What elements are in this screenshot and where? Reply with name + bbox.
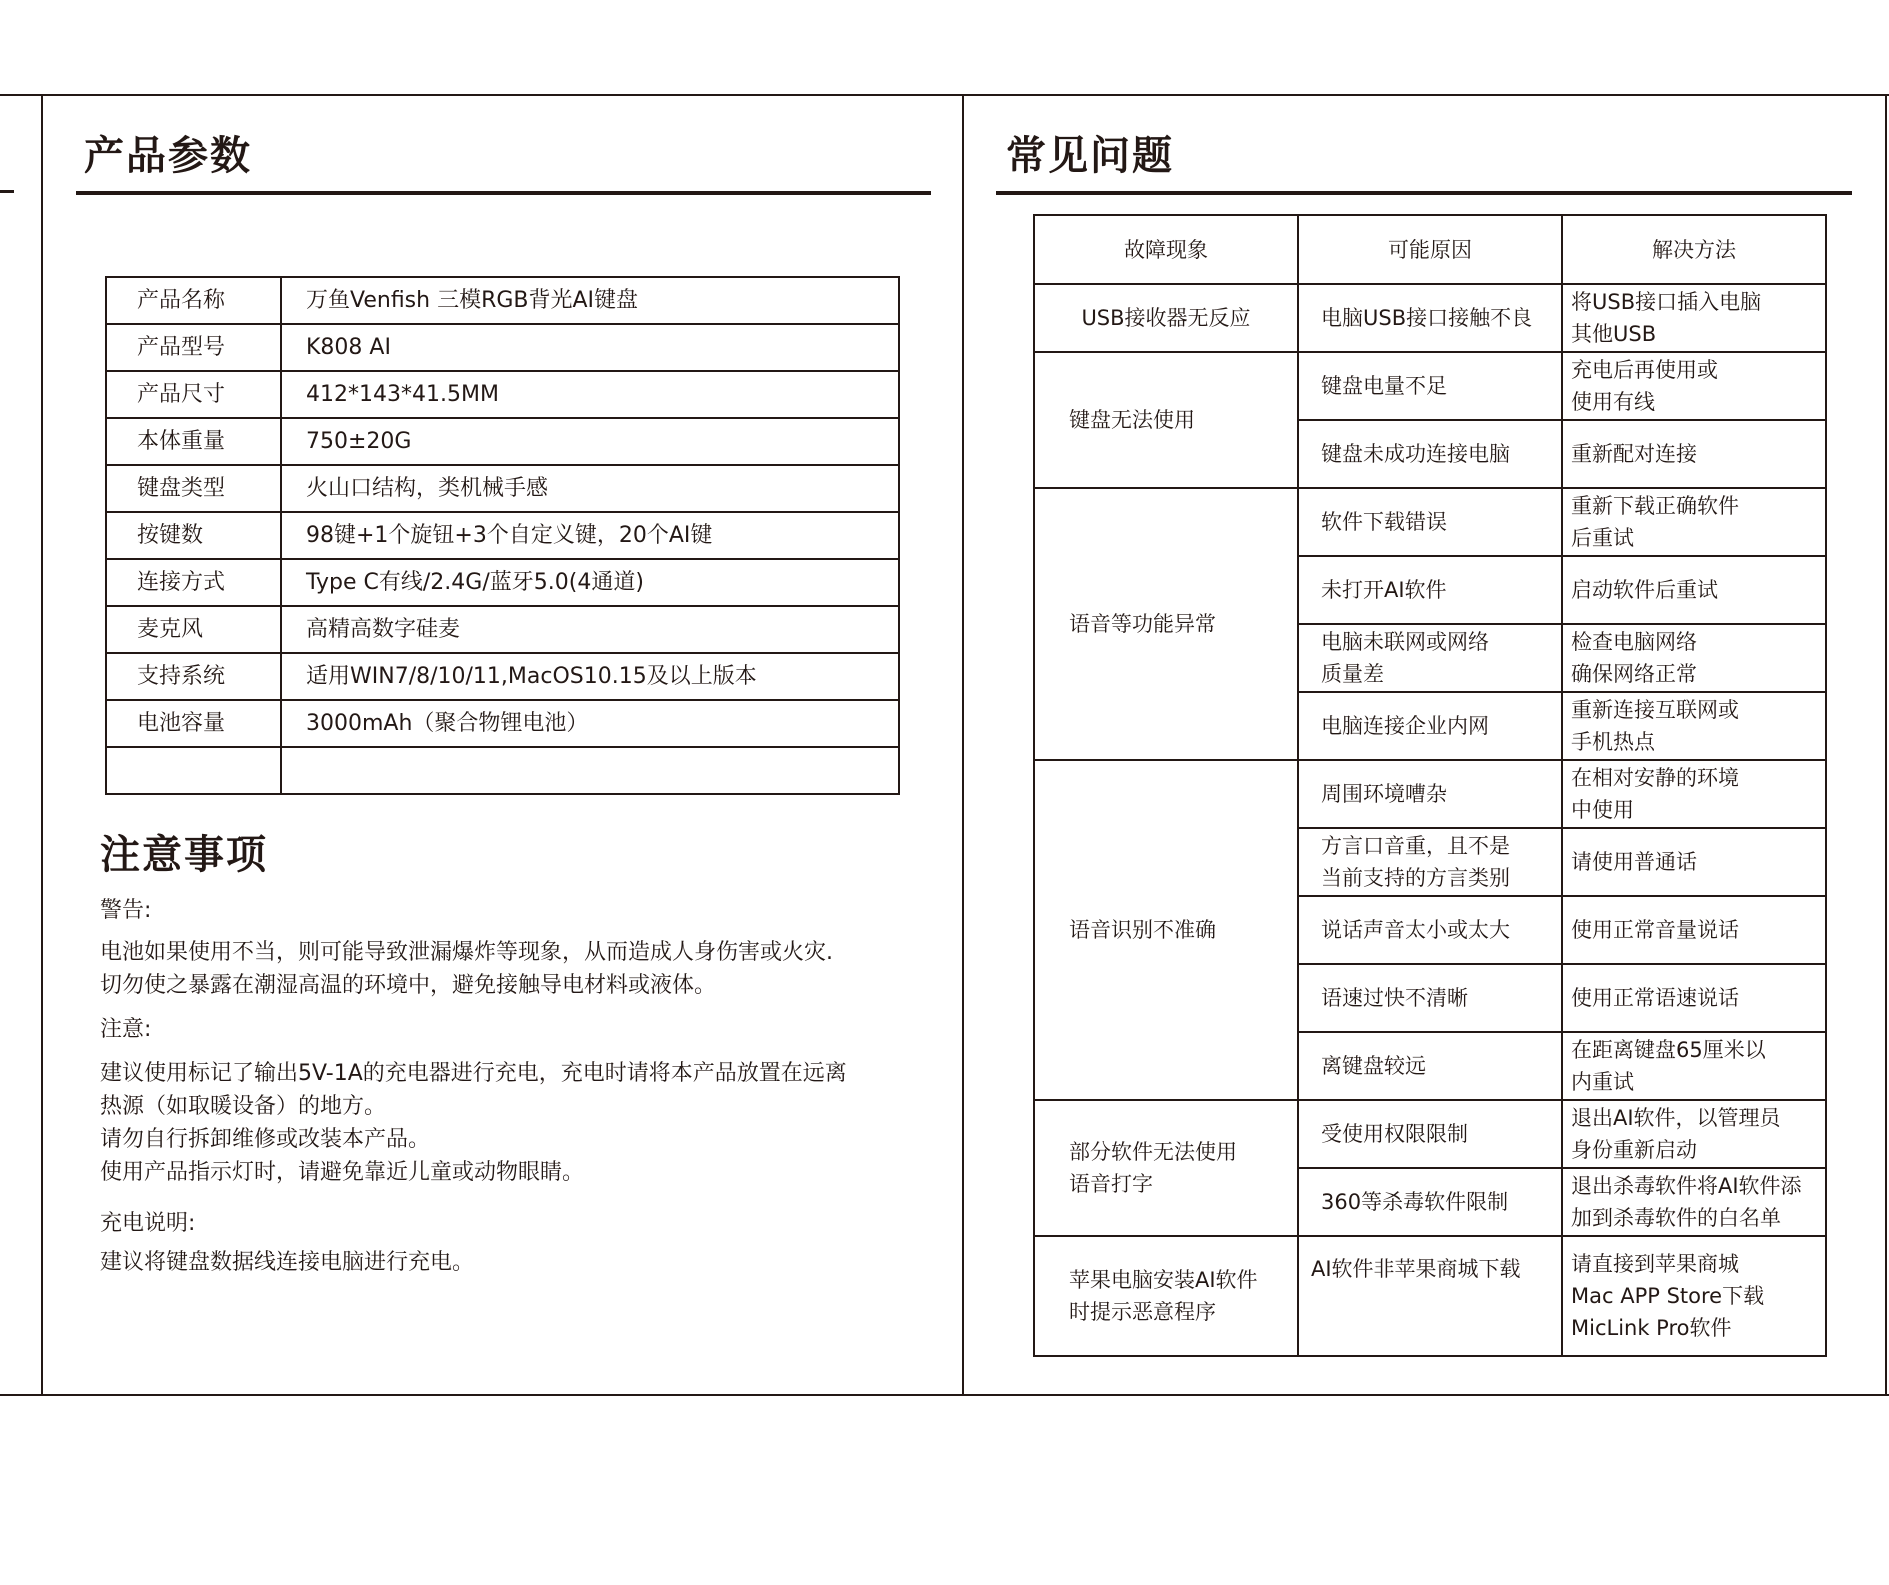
spec-row <box>106 606 899 653</box>
faq-cause: 键盘未成功连接电脑 <box>1298 420 1562 488</box>
spec-row <box>106 559 899 606</box>
warning-text: 电池如果使用不当，则可能导致泄漏爆炸等现象，从而造成人身伤害或火灾. 切勿使之暴露在潮湿高温的环境中，避免接触导电材料或液体。 <box>100 940 833 998</box>
spec-row <box>106 371 899 418</box>
faq-row <box>1034 352 1826 420</box>
faq-solution: 使用正常语速说话 <box>1562 964 1826 1032</box>
faq-header-row <box>1034 215 1826 284</box>
faq-cause: AI软件非苹果商城下载 <box>1298 1236 1562 1356</box>
warning-label: 警告: <box>100 898 152 923</box>
faq-solution: 检查电脑网络 确保网络正常 <box>1562 624 1826 692</box>
spec-value: 412*143*41.5MM <box>281 371 899 418</box>
faq-cause: 周围环境嘈杂 <box>1298 760 1562 828</box>
faq-cause: 离键盘较远 <box>1298 1032 1562 1100</box>
faq-cause: 方言口音重，且不是 当前支持的方言类别 <box>1298 828 1562 896</box>
spec-key <box>106 747 281 794</box>
spec-key: 麦克风 <box>106 606 281 653</box>
faq-row <box>1034 488 1826 556</box>
page-divider-center <box>962 94 964 1396</box>
frame-top-line <box>0 94 1889 96</box>
spec-value <box>281 747 899 794</box>
faq-symptom: 部分软件无法使用 语音打字 <box>1034 1100 1298 1236</box>
faq-solution: 退出杀毒软件将AI软件添 加到杀毒软件的白名单 <box>1562 1168 1826 1236</box>
faq-cause: 电脑连接企业内网 <box>1298 692 1562 760</box>
charging-label: 充电说明: <box>100 1211 196 1236</box>
spec-row <box>106 700 899 747</box>
spec-row <box>106 465 899 512</box>
spec-value: K808 AI <box>281 324 899 371</box>
spec-title: 产品参数 <box>84 133 252 179</box>
caution-label: 注意: <box>100 1017 152 1042</box>
faq-symptom: 苹果电脑安装AI软件 时提示恶意程序 <box>1034 1236 1298 1356</box>
spec-key: 产品型号 <box>106 324 281 371</box>
faq-solution: 在距离键盘65厘米以 内重试 <box>1562 1032 1826 1100</box>
spec-value: 3000mAh（聚合物锂电池） <box>281 700 899 747</box>
header-cause: 可能原因 <box>1298 215 1562 284</box>
faq-solution: 重新配对连接 <box>1562 420 1826 488</box>
spec-key: 连接方式 <box>106 559 281 606</box>
spec-key: 键盘类型 <box>106 465 281 512</box>
faq-solution: 退出AI软件，以管理员 身份重新启动 <box>1562 1100 1826 1168</box>
faq-solution: 使用正常音量说话 <box>1562 896 1826 964</box>
spec-row <box>106 277 899 324</box>
spec-value: 750±20G <box>281 418 899 465</box>
prev-page-rule <box>0 190 14 193</box>
faq-table <box>1033 214 1827 1357</box>
spec-row <box>106 324 899 371</box>
page-divider-left <box>41 94 43 1396</box>
spec-key: 按键数 <box>106 512 281 559</box>
spec-value: 高精高数字硅麦 <box>281 606 899 653</box>
faq-cause: 未打开AI软件 <box>1298 556 1562 624</box>
faq-cause: 360等杀毒软件限制 <box>1298 1168 1562 1236</box>
faq-symptom: USB接收器无反应 <box>1034 284 1298 352</box>
frame-bottom-line <box>0 1394 1889 1396</box>
spec-value: 火山口结构，类机械手感 <box>281 465 899 512</box>
spec-key: 产品尺寸 <box>106 371 281 418</box>
spec-row <box>106 653 899 700</box>
faq-cause: 键盘电量不足 <box>1298 352 1562 420</box>
caution-text: 建议使用标记了输出5V-1A的充电器进行充电，充电时请将本产品放置在远离 热源（如取暖设备）的地方。 请勿自行拆卸维修或改装本产品。 使用产品指示灯时，请避免靠近儿童或动物眼睛。 <box>100 1061 847 1185</box>
faq-symptom: 语音等功能异常 <box>1034 488 1298 760</box>
faq-solution: 请使用普通话 <box>1562 828 1826 896</box>
spec-key: 电池容量 <box>106 700 281 747</box>
faq-cause: 电脑USB接口接触不良 <box>1298 284 1562 352</box>
faq-cause: 受使用权限限制 <box>1298 1100 1562 1168</box>
page-divider-right <box>1885 94 1887 1396</box>
spec-table <box>105 276 900 795</box>
faq-solution: 将USB接口插入电脑 其他USB <box>1562 284 1826 352</box>
notes-title: 注意事项 <box>100 832 268 878</box>
faq-cause: 软件下载错误 <box>1298 488 1562 556</box>
faq-cause: 说话声音太小或太大 <box>1298 896 1562 964</box>
faq-cause: 电脑未联网或网络 质量差 <box>1298 624 1562 692</box>
spec-row <box>106 418 899 465</box>
faq-solution: 请直接到苹果商城 Mac APP Store下载 MicLink Pro软件 <box>1562 1236 1826 1356</box>
faq-row <box>1034 1236 1826 1356</box>
faq-solution: 充电后再使用或 使用有线 <box>1562 352 1826 420</box>
header-solution: 解决方法 <box>1562 215 1826 284</box>
spec-key: 本体重量 <box>106 418 281 465</box>
spec-row <box>106 512 899 559</box>
spec-value: 98键+1个旋钮+3个自定义键，20个AI键 <box>281 512 899 559</box>
faq-row <box>1034 1100 1826 1168</box>
spec-key: 产品名称 <box>106 277 281 324</box>
faq-solution: 在相对安静的环境 中使用 <box>1562 760 1826 828</box>
spec-title-rule <box>76 191 931 195</box>
faq-solution: 重新连接互联网或 手机热点 <box>1562 692 1826 760</box>
header-symptom: 故障现象 <box>1034 215 1298 284</box>
faq-solution: 重新下载正确软件 后重试 <box>1562 488 1826 556</box>
charging-text: 建议将键盘数据线连接电脑进行充电。 <box>100 1250 475 1275</box>
faq-symptom: 键盘无法使用 <box>1034 352 1298 488</box>
faq-cause: 语速过快不清晰 <box>1298 964 1562 1032</box>
spec-value: 万鱼Venfish 三模RGB背光AI键盘 <box>281 277 899 324</box>
spec-value: Type C有线/2.4G/蓝牙5.0(4通道) <box>281 559 899 606</box>
faq-title-rule <box>996 191 1852 195</box>
faq-solution: 启动软件后重试 <box>1562 556 1826 624</box>
spec-value: 适用WIN7/8/10/11,MacOS10.15及以上版本 <box>281 653 899 700</box>
faq-title: 常见问题 <box>1006 133 1174 179</box>
faq-row <box>1034 760 1826 828</box>
faq-symptom: 语音识别不准确 <box>1034 760 1298 1100</box>
faq-row <box>1034 284 1826 352</box>
spec-key: 支持系统 <box>106 653 281 700</box>
spec-row <box>106 747 899 794</box>
